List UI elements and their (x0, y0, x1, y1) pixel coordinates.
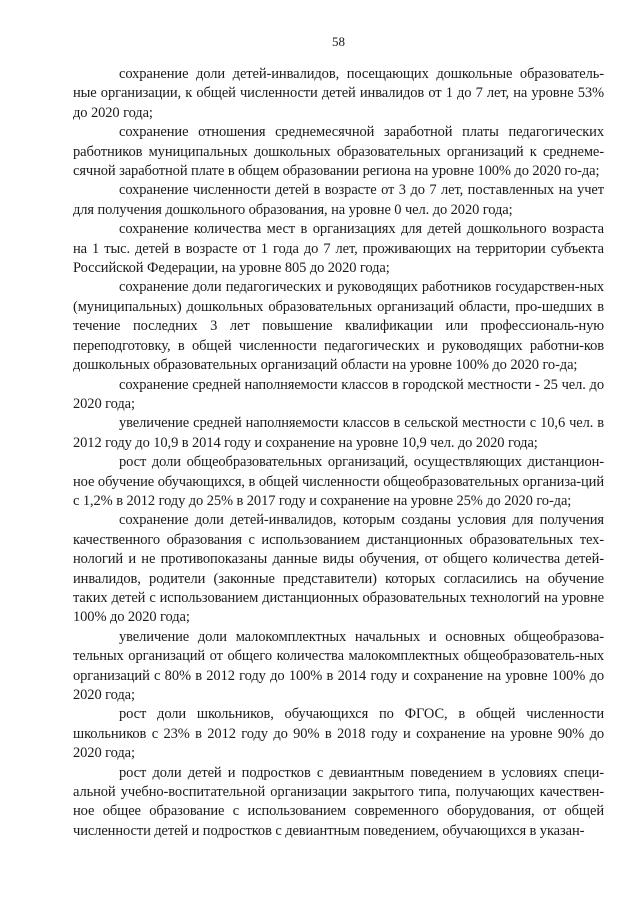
paragraph-7: увеличение средней наполняемости классов в сельской местности с 10,6 чел. в 2012 году до 10,9 в 2014 году и сохранение на уровне 10,9 чел. до 2020 года; (73, 415, 604, 451)
paragraph-9: сохранение доли детей-инвалидов, которым созданы условия для получения качественного образования с использованием дистанционных образовательных тех-нологий и не противопоказаны данные виды обучения, от общего количества детей-инвалидов, родители (законные представители) которых согласились на обучение таких детей с использованием дистанционных образовательных технологий на уровне 100% до 2020 года; (73, 512, 604, 626)
paragraph-1: сохранение доли детей-инвалидов, посещающих дошкольные образователь-ные организации, к общей численности детей инвалидов от 1 до 7 лет, на уровне 53% до 2020 года; (73, 66, 604, 121)
paragraph-5: сохранение доли педагогических и руководящих работников государствен-ных (муниципальных) дошкольных образовательных организаций области, про-шедших в течение последних 3 лет повышение квалификации или профессиональ-ную переподготовку, в общей численности педагогических и руководящих работни-ков дошкольных образовательных организаций области на уровне 100% до 2020 го-да; (73, 279, 604, 374)
paragraph-11: рост доли школьников, обучающихся по ФГОС, в общей численности школьников с 23% в 2012 году до 90% в 2018 году и сохранение на уровне 90% до 2020 года; (73, 706, 604, 762)
paragraph-6: сохранение средней наполняемости классов в городской местности - 25 чел. до 2020 года; (73, 376, 604, 412)
paragraph-10: увеличение доли малокомплектных начальных и основных общеобразова-тельных организаций от общего количества малокомплектных общеобразователь-ных организаций с 80% в 2012 году до 100% в 2014 году и сохранение на уровне 100% до 2020 года; (73, 628, 604, 703)
paragraph-12: рост доли детей и подростков с девиантным поведением в условиях специ-альной учебно-воспитательной организации закрытого типа, получающих качествен-ное общее образование с использованием современного оборудования, от общей численности детей и подростков с девиантным поведением, обучающихся в указан- (73, 764, 604, 839)
paragraph-4: сохранение количества мест в организациях для детей дошкольного возраста на 1 тыс. детей в возрасте от 1 года до 7 лет, проживающих на территории субъекта Российской Федерации, на уровне 805 до 2020 года; (73, 221, 604, 277)
paragraph-8: рост доли общеобразовательных организаций, осуществляющих дистанцион-ное обучение обучающихся, в общей численности общеобразовательных организа-ций с 1,2% в 2012 году до 25% в 2017 году и сохранение на уровне 25% до 2020 го-да; (73, 454, 604, 509)
page-number: 58 (332, 34, 345, 49)
paragraph-2: сохранение отношения среднемесячной заработной платы педагогических работников муниципальных дошкольных образовательных организаций к среднеме-сячной заработной плате в общем образовании региона на уровне 100% до 2020 го-да; (73, 124, 604, 180)
paragraph-3: сохранение численности детей в возрасте от 3 до 7 лет, поставленных на учет для получения дошкольного образования, на уровне 0 чел. до 2020 года; (73, 182, 604, 218)
